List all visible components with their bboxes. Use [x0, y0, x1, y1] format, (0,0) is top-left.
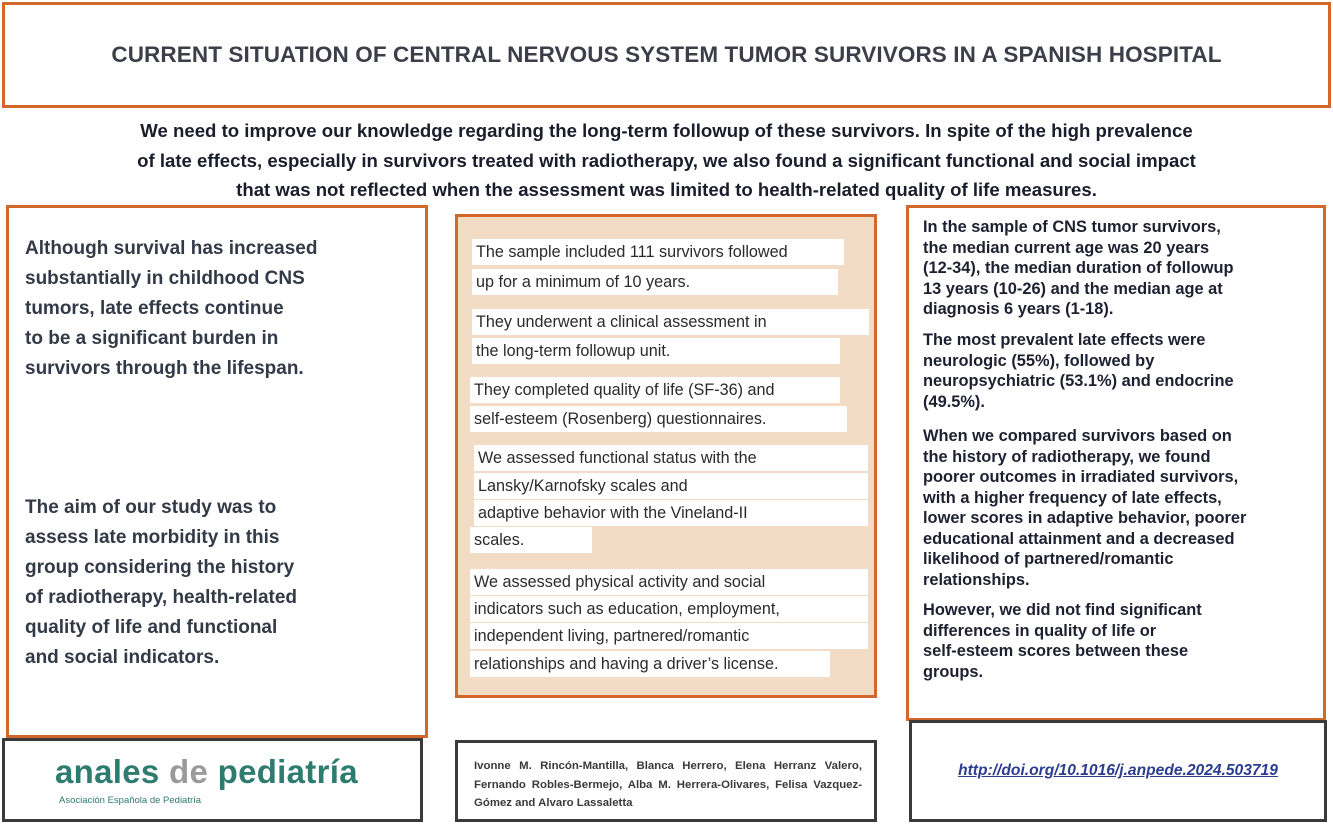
methods-line: adaptive behavior with the Vineland-II: [474, 500, 868, 526]
results-sample-paragraph: In the sample of CNS tumor survivors, the median current age was 20 years (12-34), the median duration of followup 13 years (10-26) and the median age at diagnosis 6 years (1-18).: [923, 218, 1234, 318]
results-panel: [906, 205, 1326, 721]
doi-box: [909, 720, 1327, 822]
results-quality-of-life-paragraph: However, we did not find significant differences in quality of life or self-esteem scores between these groups.: [923, 601, 1202, 681]
methods-line: The sample included 111 survivors followed: [472, 239, 844, 265]
journal-society: Asociación Española de Pediatría: [59, 795, 202, 806]
methods-line: They completed quality of life (SF-36) and: [470, 377, 840, 403]
results-radiotherapy-paragraph: When we compared survivors based on the history of radiotherapy, we found poorer outcomes in irradiated survivors, with a higher frequency of late effects, lower scores in adaptive behavior, poorer educational attainment and a decreased likelihood of partnered/romantic relationships.: [923, 427, 1247, 589]
methods-line: up for a minimum of 10 years.: [472, 269, 838, 295]
methods-line: indicators such as education, employment,: [470, 596, 868, 622]
conclusion-line: of late effects, especially in survivors treated with radiotherapy, we also found a significant functional and social impact: [137, 149, 1196, 171]
journal-logo: anales de pediatría: [55, 753, 358, 790]
results-late-effects-paragraph: The most prevalent late effects were neurologic (55%), followed by neuropsychiatric (53.1%) and endocrine (49.5%).: [923, 331, 1234, 411]
methods-line: scales.: [470, 527, 592, 553]
authors-box: [455, 740, 877, 822]
introduction-panel: [6, 205, 428, 738]
doi-link[interactable]: http://doi.org/10.1016/j.anpede.2024.503719: [958, 762, 1278, 779]
conclusion-line: We need to improve our knowledge regarding the long-term followup of these survivors. In spite of the high prevalence: [140, 120, 1193, 141]
title-box: [2, 2, 1331, 108]
conclusion-text: [20, 116, 1313, 205]
poster-title: CURRENT SITUATION OF CENTRAL NERVOUS SYSTEM TUMOR SURVIVORS IN A SPANISH HOSPITAL: [111, 42, 1222, 67]
methods-line: relationships and having a driver’s license.: [470, 651, 830, 677]
methods-line: independent living, partnered/romantic: [470, 623, 868, 649]
methods-line: We assessed physical activity and social: [470, 569, 868, 595]
methods-line: the long-term followup unit.: [472, 338, 840, 364]
journal-logo-box: [2, 738, 423, 822]
aim-paragraph: The aim of our study was to assess late morbidity in this group considering the history of radiotherapy, health-related quality of life and functional and social indicators.: [25, 497, 298, 668]
methods-line: Lansky/Karnofsky scales and: [474, 473, 868, 499]
methods-line: We assessed functional status with the: [474, 445, 868, 471]
methods-line: They underwent a clinical assessment in: [472, 309, 869, 335]
author-list: Ivonne M. Rincón-Mantilla, Blanca Herrero, Elena Herranz Valero, Fernando Robles-Bermejo, Alba M. Herrera-Olivares, Felisa Vazquez-Gómez and Alvaro Lassaletta: [474, 760, 862, 809]
background-paragraph: Although survival has increased substantially in childhood CNS tumors, late effects continue to be a significant burden in survivors through the lifespan.: [25, 238, 318, 379]
conclusion-line: that was not reflected when the assessment was limited to health-related quality of life measures.: [236, 179, 1097, 200]
methods-panel: [455, 214, 877, 698]
methods-line: self-esteem (Rosenberg) questionnaires.: [470, 406, 847, 432]
